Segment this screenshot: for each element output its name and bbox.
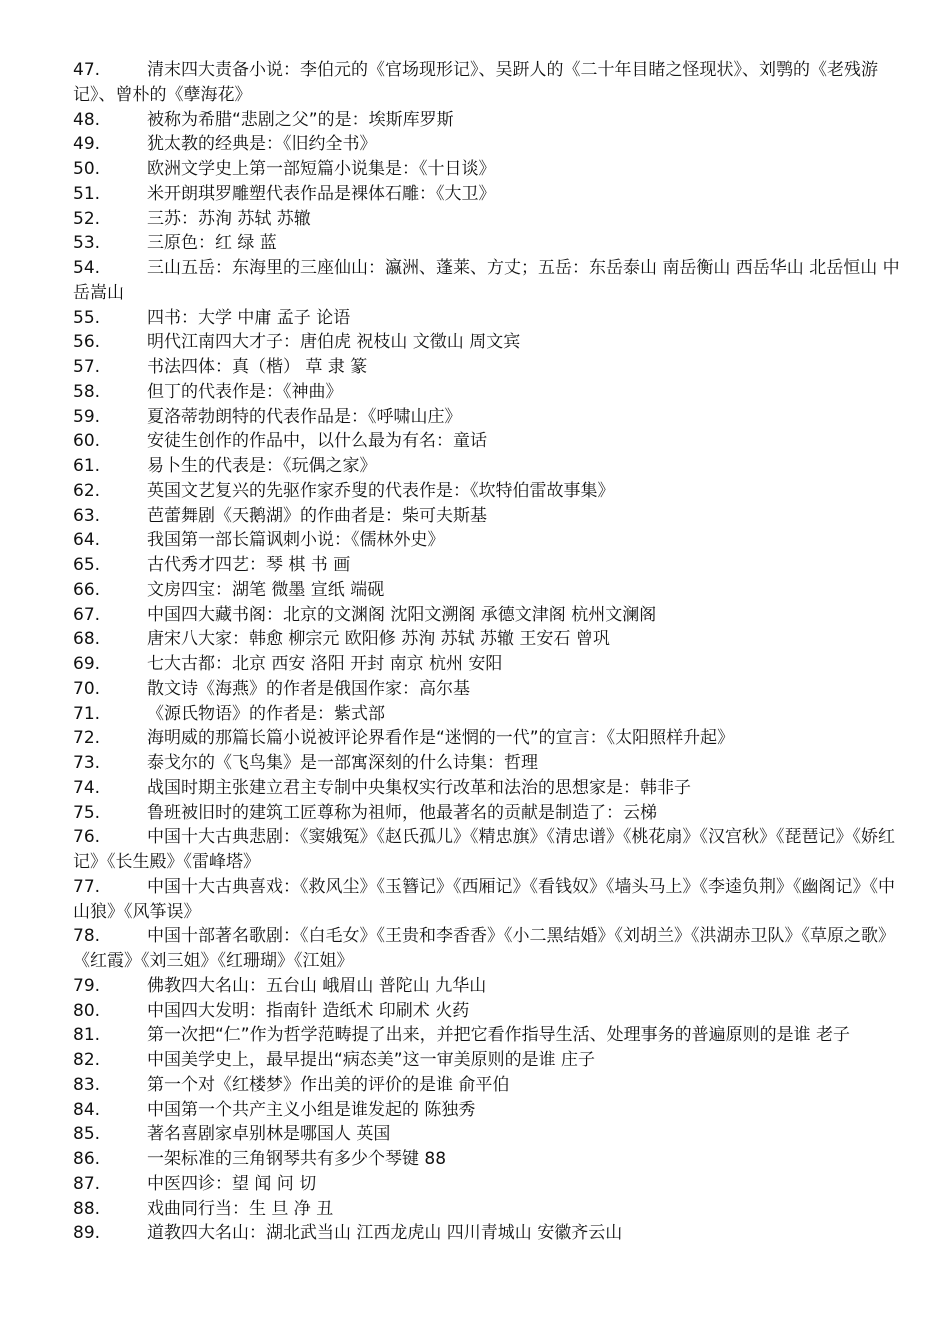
trivia-list bbox=[73, 58, 903, 1246]
list-item bbox=[73, 924, 903, 974]
list-item bbox=[73, 405, 903, 430]
list-item bbox=[73, 1122, 903, 1147]
item-text: 文房四宝：湖笔 微墨 宣纸 端砚 bbox=[147, 579, 385, 600]
item-text: 三苏：苏洵 苏轼 苏辙 bbox=[147, 208, 311, 229]
item-text: 鲁班被旧时的建筑工匠尊称为祖师，他最著名的贡献是制造了：云梯 bbox=[147, 802, 657, 823]
item-text: 但丁的代表作是：《神曲》 bbox=[147, 381, 343, 402]
item-text: 散文诗《海燕》的作者是俄国作家：高尔基 bbox=[147, 678, 470, 699]
item-text: 中国美学史上，最早提出“病态美”这一审美原则的是谁 庄子 bbox=[147, 1050, 596, 1070]
item-text: 《源氏物语》的作者是：紫式部 bbox=[147, 703, 385, 724]
item-number: 83. bbox=[73, 1074, 101, 1095]
item-number: 59. bbox=[73, 406, 101, 427]
list-item bbox=[73, 306, 903, 331]
list-item bbox=[73, 330, 903, 355]
list-item bbox=[73, 1073, 903, 1098]
item-number: 78. bbox=[73, 926, 101, 947]
item-number: 66. bbox=[73, 579, 101, 600]
list-item bbox=[73, 702, 903, 727]
item-number: 85. bbox=[73, 1124, 101, 1145]
item-text: 英国文艺复兴的先驱作家乔叟的代表作是：《坎特伯雷故事集》 bbox=[147, 480, 615, 501]
list-item bbox=[73, 1023, 903, 1048]
item-text: 中国十大古典悲剧：《窦娥冤》《赵氏孤儿》《精忠旗》《清忠谱》《桃花扇》《汉宫秋》《琵琶记》《娇红记》《长生殿》《雷峰塔》 bbox=[73, 827, 895, 872]
item-number: 81. bbox=[73, 1025, 101, 1046]
item-text: 中国十大古典喜戏：《救风尘》《玉簪记》《西厢记》《看钱奴》《墙头马上》《李逵负荆》《幽阁记》《中山狼》《风筝误》 bbox=[73, 876, 895, 922]
item-number: 88. bbox=[73, 1198, 101, 1219]
item-number: 51. bbox=[73, 183, 101, 204]
list-item bbox=[73, 355, 903, 380]
item-number: 76. bbox=[73, 827, 101, 848]
list-item bbox=[73, 1147, 903, 1172]
item-number: 82. bbox=[73, 1050, 101, 1070]
item-number: 86. bbox=[73, 1149, 101, 1169]
item-number: 73. bbox=[73, 753, 101, 773]
item-text: 米开朗琪罗雕塑代表作品是裸体石雕：《大卫》 bbox=[147, 183, 496, 204]
item-text: 中国四大发明：指南针 造纸术 印刷术 火药 bbox=[147, 1000, 470, 1021]
item-text: 中国十部著名歌剧：《白毛女》《王贵和李香香》《小二黑结婚》《刘胡兰》《洪湖赤卫队》《草原之歌》《红霞》《刘三姐》《红珊瑚》《江姐》 bbox=[73, 926, 895, 971]
list-item bbox=[73, 504, 903, 529]
list-item bbox=[73, 999, 903, 1024]
list-item bbox=[73, 627, 903, 652]
item-number: 72. bbox=[73, 728, 101, 749]
item-text: 我国第一部长篇讽刺小说：《儒林外史》 bbox=[147, 530, 445, 551]
item-number: 68. bbox=[73, 629, 101, 650]
item-number: 80. bbox=[73, 1000, 101, 1021]
item-text: 唐宋八大家：韩愈 柳宗元 欧阳修 苏洵 苏轼 苏辙 王安石 曾巩 bbox=[147, 629, 610, 650]
item-number: 65. bbox=[73, 555, 101, 575]
list-item bbox=[73, 528, 903, 553]
list-item bbox=[73, 974, 903, 999]
list-item bbox=[73, 578, 903, 603]
list-item bbox=[73, 182, 903, 207]
item-text: 中国四大藏书阁：北京的文渊阁 沈阳文溯阁 承德文津阁 杭州文澜阁 bbox=[147, 604, 657, 625]
list-item bbox=[73, 231, 903, 256]
item-text: 被称为希腊“悲剧之父”的是：埃斯库罗斯 bbox=[147, 109, 454, 130]
item-text: 战国时期主张建立君主专制中央集权实行改革和法治的思想家是：韩非子 bbox=[147, 777, 691, 798]
list-item bbox=[73, 825, 903, 875]
item-number: 58. bbox=[73, 381, 101, 402]
item-text: 易卜生的代表是：《玩偶之家》 bbox=[147, 456, 377, 476]
item-number: 56. bbox=[73, 332, 101, 353]
item-text: 海明威的那篇长篇小说被评论界看作是“迷惘的一代”的宣言：《太阳照样升起》 bbox=[147, 728, 735, 749]
item-text: 三山五岳：东海里的三座仙山：瀛洲、蓬莱、方丈；五岳：东岳泰山 南岳衡山 西岳华山 北岳恒山 中岳嵩山 bbox=[73, 258, 900, 303]
item-number: 64. bbox=[73, 530, 101, 551]
list-item bbox=[73, 1221, 903, 1246]
item-number: 69. bbox=[73, 654, 101, 674]
item-number: 67. bbox=[73, 604, 101, 625]
item-number: 52. bbox=[73, 208, 101, 229]
item-text: 夏洛蒂勃朗特的代表作品是：《呼啸山庄》 bbox=[147, 406, 462, 427]
item-text: 清末四大责备小说：李伯元的《官场现形记》、吴趼人的《二十年目睹之怪现状》、刘鹗的《老残游记》、曾朴的《孽海花》 bbox=[73, 60, 878, 105]
item-text: 道教四大名山：湖北武当山 江西龙虎山 四川青城山 安徽齐云山 bbox=[147, 1223, 623, 1244]
item-number: 48. bbox=[73, 109, 101, 130]
item-text: 著名喜剧家卓别林是哪国人 英国 bbox=[147, 1124, 391, 1145]
item-number: 89. bbox=[73, 1223, 101, 1244]
list-item bbox=[73, 1098, 903, 1123]
item-number: 75. bbox=[73, 802, 101, 823]
list-item bbox=[73, 207, 903, 232]
list-item bbox=[73, 875, 903, 925]
list-item bbox=[73, 380, 903, 405]
item-text: 四书：大学 中庸 孟子 论语 bbox=[147, 307, 351, 328]
item-number: 62. bbox=[73, 480, 101, 501]
item-number: 71. bbox=[73, 703, 101, 724]
list-item bbox=[73, 553, 903, 578]
list-item bbox=[73, 776, 903, 801]
item-text: 欧洲文学史上第一部短篇小说集是：《十日谈》 bbox=[147, 159, 496, 179]
item-number: 61. bbox=[73, 456, 101, 476]
list-item bbox=[73, 603, 903, 628]
item-number: 47. bbox=[73, 60, 101, 80]
item-number: 57. bbox=[73, 357, 101, 377]
list-item bbox=[73, 801, 903, 826]
item-text: 中国第一个共产主义小组是谁发起的 陈独秀 bbox=[147, 1099, 476, 1120]
list-item bbox=[73, 429, 903, 454]
list-item bbox=[73, 108, 903, 133]
list-item bbox=[73, 157, 903, 182]
item-text: 七大古都：北京 西安 洛阳 开封 南京 杭州 安阳 bbox=[147, 654, 503, 674]
list-item bbox=[73, 1197, 903, 1222]
item-number: 50. bbox=[73, 159, 101, 179]
item-number: 74. bbox=[73, 777, 101, 798]
list-item bbox=[73, 1172, 903, 1197]
item-text: 一架标准的三角钢琴共有多少个琴键 88 bbox=[147, 1149, 447, 1169]
item-text: 书法四体：真（楷） 草 隶 篆 bbox=[147, 357, 368, 377]
item-text: 三原色：红 绿 蓝 bbox=[147, 233, 277, 254]
list-item bbox=[73, 256, 903, 306]
item-number: 53. bbox=[73, 233, 101, 254]
item-number: 87. bbox=[73, 1173, 101, 1194]
item-number: 55. bbox=[73, 307, 101, 328]
item-number: 49. bbox=[73, 134, 101, 155]
list-item bbox=[73, 652, 903, 677]
item-number: 79. bbox=[73, 975, 101, 996]
item-number: 84. bbox=[73, 1099, 101, 1120]
item-text: 第一次把“仁”作为哲学范畴提了出来，并把它看作指导生活、处理事务的普遍原则的是谁 老子 bbox=[147, 1025, 851, 1046]
item-text: 芭蕾舞剧《天鹅湖》的作曲者是：柴可夫斯基 bbox=[147, 505, 487, 526]
list-item bbox=[73, 454, 903, 479]
item-number: 63. bbox=[73, 505, 101, 526]
item-text: 犹太教的经典是：《旧约全书》 bbox=[147, 134, 377, 155]
item-text: 古代秀才四艺：琴 棋 书 画 bbox=[147, 555, 351, 575]
item-text: 安徒生创作的作品中，以什么最为有名：童话 bbox=[147, 431, 487, 452]
item-text: 第一个对《红楼梦》作出美的评价的是谁 俞平伯 bbox=[147, 1074, 510, 1095]
list-item bbox=[73, 1048, 903, 1073]
item-text: 戏曲同行当：生 旦 净 丑 bbox=[147, 1198, 334, 1219]
list-item bbox=[73, 58, 903, 108]
item-number: 60. bbox=[73, 431, 101, 452]
list-item bbox=[73, 132, 903, 157]
item-text: 泰戈尔的《飞鸟集》是一部寓深刻的什么诗集：哲理 bbox=[147, 753, 538, 773]
list-item bbox=[73, 751, 903, 776]
list-item bbox=[73, 479, 903, 504]
list-item bbox=[73, 677, 903, 702]
item-number: 54. bbox=[73, 258, 101, 278]
item-number: 77. bbox=[73, 876, 101, 897]
item-text: 佛教四大名山：五台山 峨眉山 普陀山 九华山 bbox=[147, 975, 487, 996]
item-text: 中医四诊：望 闻 问 切 bbox=[147, 1173, 317, 1194]
list-item bbox=[73, 726, 903, 751]
item-number: 70. bbox=[73, 678, 101, 699]
item-text: 明代江南四大才子：唐伯虎 祝枝山 文徵山 周文宾 bbox=[147, 332, 521, 353]
